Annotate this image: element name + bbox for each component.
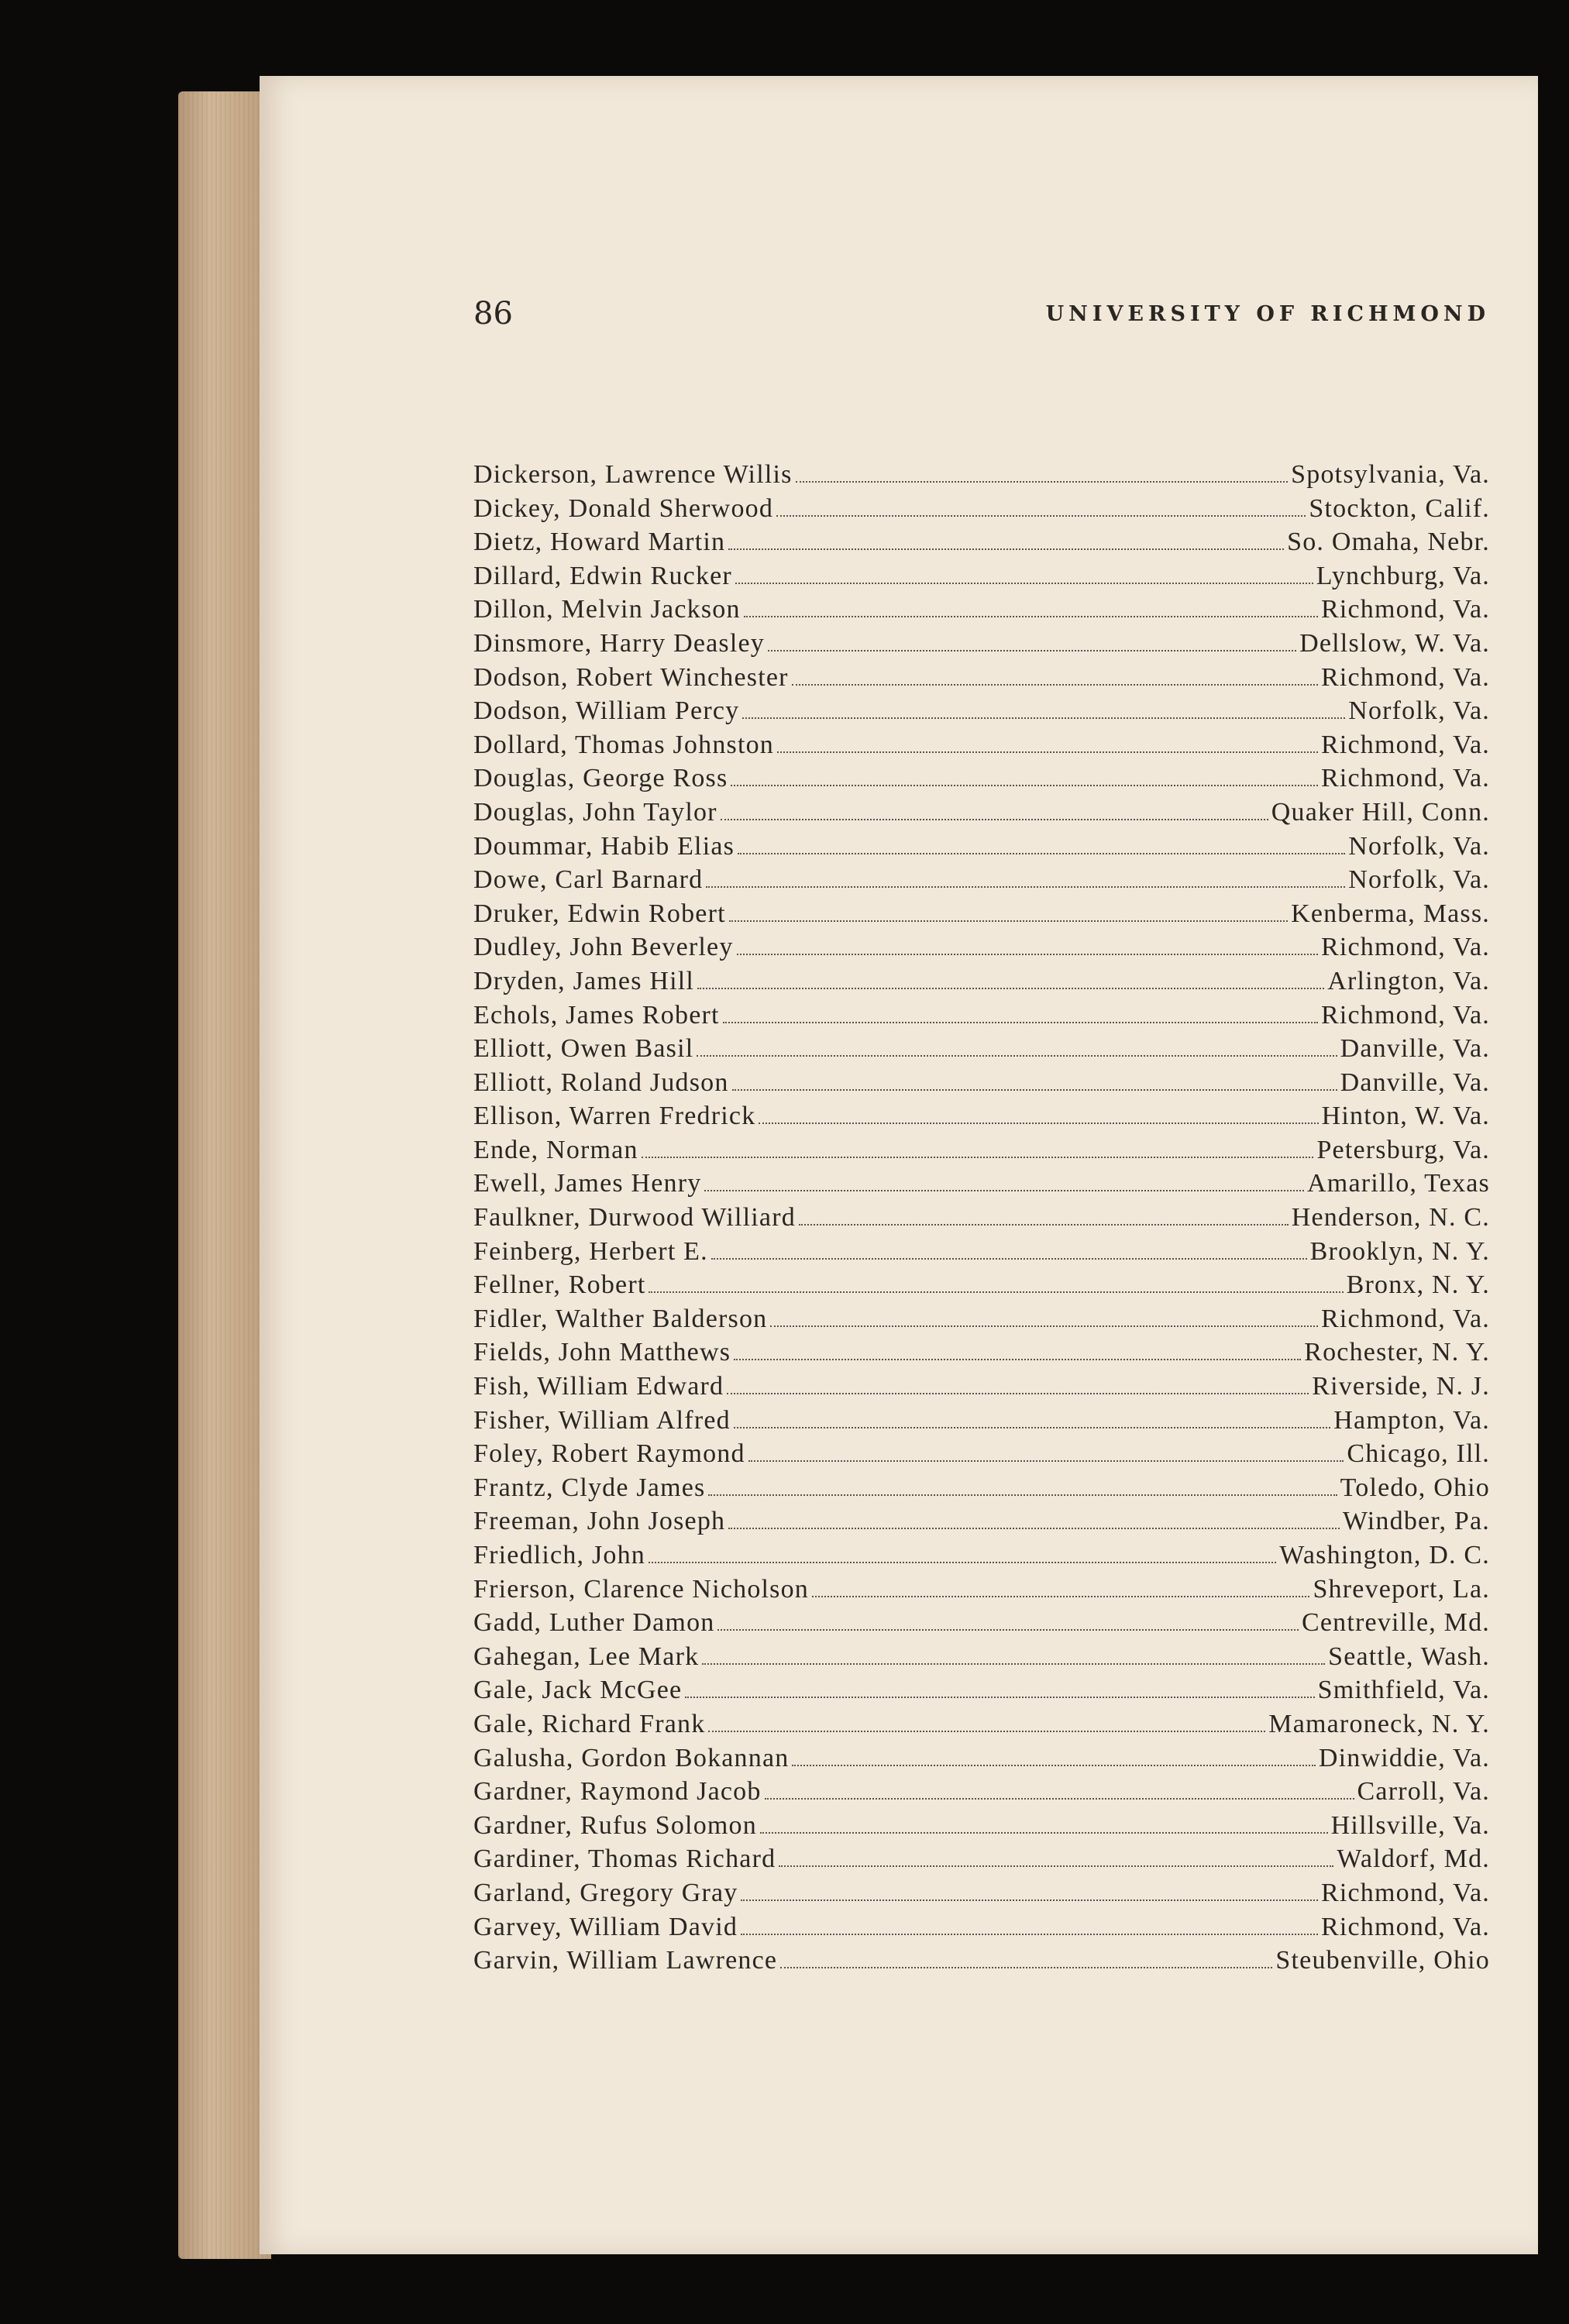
hometown: Rochester, N. Y. — [1304, 1338, 1490, 1367]
student-name: Dinsmore, Harry Deasley — [473, 628, 765, 658]
dot-leader — [649, 1562, 1276, 1563]
student-name: Ewell, James Henry — [473, 1169, 702, 1198]
roster-entry — [473, 1606, 1490, 1640]
student-name: Druker, Edwin Robert — [473, 899, 726, 928]
roster-entry — [473, 1336, 1490, 1370]
dot-leader — [734, 1427, 1330, 1428]
student-name: Doummar, Habib Elias — [473, 831, 735, 861]
hometown: Riverside, N. J. — [1312, 1372, 1490, 1401]
student-name: Fellner, Robert — [473, 1270, 646, 1300]
dot-leader — [731, 785, 1318, 786]
hometown: Arlington, Va. — [1327, 966, 1490, 995]
hometown: Hinton, W. Va. — [1321, 1102, 1490, 1131]
roster-entry — [473, 1437, 1490, 1471]
roster-entry — [473, 661, 1490, 695]
hometown: Shreveport, La. — [1313, 1574, 1490, 1604]
dot-leader — [741, 1899, 1318, 1901]
dot-leader — [642, 1157, 1314, 1158]
roster-entry — [473, 627, 1490, 661]
dot-leader — [799, 1224, 1289, 1226]
roster-entry — [473, 1235, 1490, 1269]
dot-leader — [685, 1697, 1314, 1698]
roster-entry — [473, 1707, 1490, 1741]
hometown: Windber, Pa. — [1342, 1507, 1490, 1536]
roster-entry — [473, 1640, 1490, 1674]
roster-entry — [473, 1099, 1490, 1133]
student-name: Freeman, John Joseph — [473, 1507, 726, 1536]
student-name: Dillon, Melvin Jackson — [473, 595, 741, 624]
roster-entry — [473, 694, 1490, 728]
roster-entry — [473, 1673, 1490, 1707]
student-name: Garvin, William Lawrence — [473, 1946, 778, 1975]
dot-leader — [732, 1089, 1337, 1091]
roster-entry — [473, 1066, 1490, 1100]
dot-leader — [706, 886, 1345, 888]
student-name: Dowe, Carl Barnard — [473, 865, 704, 895]
dot-leader — [779, 1865, 1333, 1867]
dot-leader — [702, 1663, 1325, 1665]
dot-leader — [727, 1393, 1309, 1394]
hometown: Bronx, N. Y. — [1346, 1270, 1490, 1300]
roster-entry — [473, 930, 1490, 964]
roster-entry — [473, 1404, 1490, 1438]
roster-entry — [473, 796, 1490, 830]
student-name: Frierson, Clarence Nicholson — [473, 1574, 810, 1604]
dot-leader — [704, 1190, 1304, 1191]
student-name: Fields, John Matthews — [473, 1338, 731, 1367]
hometown: Spotsylvania, Va. — [1291, 460, 1490, 489]
page-number: 86 — [473, 296, 513, 332]
roster-entry — [473, 1944, 1490, 1978]
page-header — [473, 294, 1490, 333]
hometown: Richmond, Va. — [1320, 1912, 1490, 1941]
hometown: Brooklyn, N. Y. — [1309, 1236, 1490, 1266]
roster-entry — [473, 559, 1490, 593]
hometown: Richmond, Va. — [1320, 1000, 1490, 1030]
student-name: Gale, Richard Frank — [473, 1709, 706, 1738]
student-name: Dollard, Thomas Johnston — [473, 730, 774, 759]
dot-leader — [717, 1629, 1299, 1631]
student-name: Garvey, William David — [473, 1912, 738, 1941]
hometown: Hillsville, Va. — [1330, 1810, 1490, 1840]
dot-leader — [697, 1055, 1337, 1057]
dot-leader — [734, 1359, 1301, 1360]
page-sheet — [260, 76, 1538, 2254]
hometown: Henderson, N. C. — [1291, 1203, 1490, 1232]
roster-entry — [473, 964, 1490, 999]
student-name: Elliott, Owen Basil — [473, 1034, 694, 1064]
roster-entry — [473, 1471, 1490, 1505]
student-name: Echols, James Robert — [473, 1000, 720, 1030]
roster-entry — [473, 1201, 1490, 1235]
hometown: Dinwiddie, Va. — [1318, 1743, 1490, 1772]
student-name: Dickerson, Lawrence Willis — [473, 460, 793, 489]
dot-leader — [760, 1832, 1328, 1834]
hometown: Richmond, Va. — [1320, 662, 1490, 692]
student-name: Faulkner, Durwood Williard — [473, 1203, 796, 1232]
roster-entry — [473, 1302, 1490, 1336]
student-name: Gardiner, Thomas Richard — [473, 1844, 776, 1874]
hometown: Toledo, Ohio — [1340, 1473, 1490, 1502]
roster-entry — [473, 1876, 1490, 1910]
roster-entry — [473, 897, 1490, 931]
student-name: Dudley, John Beverley — [473, 933, 734, 962]
roster-entry — [473, 1809, 1490, 1843]
student-name: Fish, William Edward — [473, 1372, 724, 1401]
roster-entry — [473, 1167, 1490, 1201]
dot-leader — [792, 1765, 1315, 1766]
hometown: Carroll, Va. — [1357, 1777, 1490, 1807]
student-name: Dickey, Donald Sherwood — [473, 493, 774, 523]
dot-leader — [735, 583, 1313, 584]
dot-leader — [721, 819, 1268, 820]
roster-entry — [473, 1842, 1490, 1876]
roster-entry — [473, 525, 1490, 559]
roster-entry — [473, 1741, 1490, 1776]
running-head: UNIVERSITY OF RICHMOND — [1045, 302, 1490, 326]
hometown: Danville, Va. — [1340, 1067, 1490, 1097]
dot-leader — [737, 954, 1318, 955]
roster-entry — [473, 728, 1490, 762]
hometown: Kenberma, Mass. — [1291, 899, 1490, 928]
dot-leader — [780, 1967, 1272, 1968]
student-name: Douglas, George Ross — [473, 764, 728, 793]
dot-leader — [792, 684, 1318, 686]
hometown: Richmond, Va. — [1320, 1878, 1490, 1907]
student-name: Gadd, Luther Damon — [473, 1608, 715, 1638]
roster-entry — [473, 761, 1490, 796]
dot-leader — [759, 1122, 1318, 1124]
student-name: Ellison, Warren Fredrick — [473, 1102, 756, 1131]
student-name: Garland, Gregory Gray — [473, 1878, 738, 1907]
roster-entry — [473, 1133, 1490, 1167]
dot-leader — [729, 920, 1288, 922]
student-name: Gardner, Rufus Solomon — [473, 1810, 757, 1840]
student-name: Gahegan, Lee Mark — [473, 1642, 700, 1671]
dot-leader — [765, 1798, 1354, 1800]
hometown: Petersburg, Va. — [1316, 1135, 1490, 1164]
student-roster — [473, 458, 1490, 1978]
student-name: Dodson, Robert Winchester — [473, 662, 789, 692]
hometown: Norfolk, Va. — [1348, 696, 1490, 726]
hometown: Norfolk, Va. — [1348, 831, 1490, 861]
hometown: Hampton, Va. — [1333, 1405, 1490, 1435]
student-name: Gale, Jack McGee — [473, 1676, 683, 1705]
hometown: Danville, Va. — [1340, 1034, 1490, 1064]
dot-leader — [776, 515, 1306, 517]
student-name: Dillard, Edwin Rucker — [473, 561, 732, 590]
hometown: So. Omaha, Nebr. — [1287, 528, 1490, 557]
hometown: Quaker Hill, Conn. — [1271, 797, 1490, 827]
dot-leader — [649, 1291, 1343, 1293]
dot-leader — [812, 1596, 1309, 1597]
dot-leader — [777, 751, 1318, 753]
hometown: Washington, D. C. — [1279, 1541, 1490, 1569]
dot-leader — [711, 1258, 1307, 1260]
student-name: Dietz, Howard Martin — [473, 528, 726, 557]
dot-leader — [708, 1494, 1337, 1496]
roster-entry — [473, 1370, 1490, 1404]
student-name: Foley, Robert Raymond — [473, 1439, 745, 1469]
roster-entry — [473, 458, 1490, 492]
roster-entry — [473, 999, 1490, 1033]
roster-entry — [473, 492, 1490, 526]
dot-leader — [741, 1934, 1318, 1935]
dot-leader — [728, 548, 1284, 550]
hometown: Richmond, Va. — [1320, 933, 1490, 962]
student-name: Dodson, William Percy — [473, 696, 740, 726]
dot-leader — [728, 1528, 1340, 1529]
roster-entry — [473, 1504, 1490, 1538]
student-name: Gardner, Raymond Jacob — [473, 1777, 762, 1807]
student-name: Dryden, James Hill — [473, 966, 695, 995]
dot-leader — [708, 1731, 1265, 1732]
hometown: Richmond, Va. — [1320, 730, 1490, 759]
roster-entry — [473, 863, 1490, 897]
student-name: Galusha, Gordon Bokannan — [473, 1743, 790, 1772]
hometown: Centreville, Md. — [1302, 1608, 1490, 1638]
hometown: Steubenville, Ohio — [1275, 1946, 1490, 1975]
dot-leader — [744, 616, 1318, 617]
hometown: Mamaroneck, N. Y. — [1268, 1709, 1490, 1738]
dot-leader — [748, 1460, 1344, 1462]
roster-entry — [473, 593, 1490, 627]
student-name: Fidler, Walther Balderson — [473, 1304, 768, 1333]
student-name: Douglas, John Taylor — [473, 797, 717, 827]
hometown: Stockton, Calif. — [1309, 493, 1490, 523]
roster-entry — [473, 1573, 1490, 1607]
hometown: Lynchburg, Va. — [1316, 561, 1490, 590]
roster-entry — [473, 830, 1490, 864]
roster-entry — [473, 1032, 1490, 1066]
student-name: Elliott, Roland Judson — [473, 1067, 729, 1097]
roster-entry — [473, 1538, 1490, 1573]
book-page-edges — [178, 91, 271, 2259]
hometown: Richmond, Va. — [1320, 764, 1490, 793]
hometown: Seattle, Wash. — [1328, 1642, 1490, 1671]
dot-leader — [768, 650, 1296, 651]
student-name: Frantz, Clyde James — [473, 1473, 706, 1502]
hometown: Smithfield, Va. — [1317, 1676, 1490, 1705]
student-name: Friedlich, John — [473, 1541, 645, 1569]
dot-leader — [723, 1022, 1318, 1023]
hometown: Waldorf, Md. — [1337, 1844, 1490, 1874]
student-name: Fisher, William Alfred — [473, 1405, 731, 1435]
dot-leader — [742, 717, 1345, 719]
hometown: Richmond, Va. — [1320, 1304, 1490, 1333]
hometown: Norfolk, Va. — [1348, 865, 1490, 895]
roster-entry — [473, 1910, 1490, 1944]
dot-leader — [770, 1325, 1318, 1327]
dot-leader — [738, 853, 1345, 854]
hometown: Richmond, Va. — [1320, 595, 1490, 624]
roster-entry — [473, 1268, 1490, 1302]
roster-entry — [473, 1775, 1490, 1809]
dot-leader — [697, 988, 1324, 989]
hometown: Dellslow, W. Va. — [1299, 628, 1490, 658]
dot-leader — [796, 481, 1289, 483]
student-name: Feinberg, Herbert E. — [473, 1236, 708, 1266]
hometown: Amarillo, Texas — [1307, 1169, 1490, 1198]
student-name: Ende, Norman — [473, 1135, 638, 1164]
hometown: Chicago, Ill. — [1347, 1439, 1490, 1469]
